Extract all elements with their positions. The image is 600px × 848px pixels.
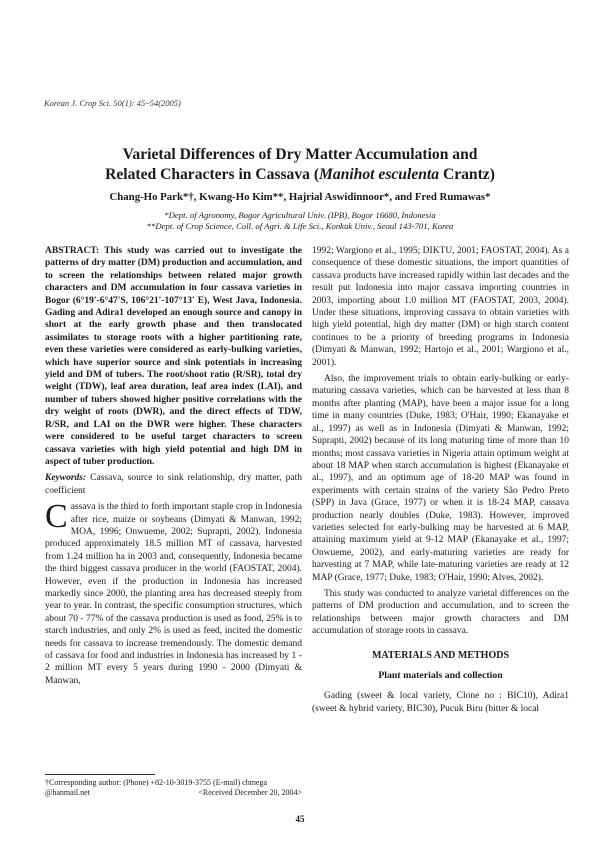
page-number: 45 (295, 814, 305, 824)
abstract (45, 245, 302, 468)
abstract-label: ABSTRACT: (45, 246, 100, 256)
right-column (312, 245, 569, 719)
keywords-text: Cassava, source to sink relationship, dry matter, path coefficient (45, 473, 303, 496)
footnote-rule (45, 774, 155, 775)
title-line-2-suffix: Crantz) (439, 166, 495, 183)
received-date: <Received December 20, 2004> (198, 788, 302, 797)
right-paragraph-4: Gading (sweet & local variety, Clone no : BIC10), Adira1 (sweet & hybrid variety, BIC30), Pucuk Biru (bitter & local (312, 691, 569, 714)
section-heading: MATERIALS AND METHODS (371, 649, 510, 661)
affiliation-1: *Dept. of Agronomy, Bogor Agricultural Univ. (IPB), Bogor 16680, Indonesia (164, 210, 436, 220)
footnote-email-domain: @hanmail.net (45, 788, 90, 797)
keywords-label: Keywords: (45, 473, 87, 484)
author-list: Chang-Ho Park*†, Kwang-Ho Kim**, Hajrial Aswidinnoor*, and Fred Rumawas* (109, 191, 491, 203)
affiliation-2: **Dept. of Crop Science, Coll. of Agri. & Life Sci., Konkuk Univ., Seoul 143-701, Korea (146, 221, 454, 231)
right-paragraph-1: 1992; Wargiono et al., 1995; DIKTU, 2001; FAOSTAT, 2004). As a consequence of these domestic situations, the import quantities of cassava products have increased rapidly within last decades and the result put Indonesia into major cassava importing countries in 2003, importing about 1.0 million MT (FAOSTAT, 2003, 2004). Under these situations, improving cassava to obtain varieties with high yield potential, high dry matter (DM) or high starch content continues to be a priority of breeding programs in Indonesia (Dimyati & Manwan, 1992; Hartojo et al., 2001; Wargiono et al., 2001). (312, 246, 569, 368)
intro-text: assava is the third to forth important staple crop in Indonesia after rice, maize or soybeans (Dimyati & Manwan, 1992; MOA, 1996; Onwueme, 2002; Suprapti, 2002). Indonesia produced approximately 18.5 million MT of cassava, harvested from 1.24 million ha in 2003 and, consequently, Indonesia became the third biggest cassava producer in the world (FAOSTAT, 2004). However, even if the production in Indonesia has increased markedly since 2000, the planting area has decreased steeply from year to year. In contrast, the specific consumption structures, which about 70 - 77% of the cassava production is used as food, 25% is to starch industries, and only 2% is used as feed, incited the domestic needs for cassava to increase tremendously. The domestic demand of cassava for food and industries in Indonesia has increased by 1 - 2 million MT every 5 years during 1990 - 2000 (Dimyati & Manwan, (45, 502, 302, 686)
subsection-heading: Plant materials and collection (378, 670, 503, 681)
species-name: Manihot esculenta (319, 166, 440, 183)
footnote-line-2 (45, 788, 302, 798)
left-column (45, 245, 302, 691)
affiliations (60, 210, 540, 232)
title-line-2-prefix: Related Characters in Cassava ( (105, 166, 320, 183)
title-line-1: Varietal Differences of Dry Matter Accumulation and (122, 146, 478, 163)
footnote-contact: †Corresponding author: (Phone) +82-10-3019-3755 (E-mail) chmega (45, 778, 268, 787)
title-line-2 (60, 165, 540, 185)
footnote (45, 778, 302, 798)
paper-title (60, 145, 540, 185)
right-paragraph-3: This study was conducted to analyze varietal differences on the patterns of DM production and accumulation, and to screen the relationships between major growth characters and DM accumulation of storage roots in cassava. (312, 588, 569, 637)
intro-paragraph (45, 498, 302, 687)
abstract-text: This study was carried out to investigate the patterns of dry matter (DM) production and accumulation, and to screen the relationships between related major growth characters and DM accumulation in four cassava varieties in Bogor (6°19'-6°47'S, 106°21'-107°13' E), West Java, Indonesia. Gading and Adira1 developed an enough source and canopy in short at the early growth phase and then translocated assimilates to storage roots with a higher partitioning rate, even these varieties were considered as early-bulking varieties, which have superior source and sink potentials in increasing yield and DM of tubers. The root/shoot ratio (R/SR), total dry weight (TDW), leaf area duration, leaf area index (LAI), and number of tubers showed higher positive correlations with the dry weight of roots (DWR), and the direct effects of TDW, R/SR, and LAI on the DWR were higher. These characters were considered to be useful target characters to screen cassava varieties with high yield potential and high DM in aspect of tuber production. (45, 246, 302, 467)
drop-cap: C (45, 498, 68, 536)
right-paragraph-2: Also, the improvement trials to obtain early-bulking or early-maturing cassava varieties, which can be harvested at less than 8 months after planting (MAP), have been a major issue for a long time in many countries (Duke, 1983; O'Hair, 1990; Ekanayake et al., 1997) as well as in Indonesia (Dimyati & Manwan, 1992; Suprapti, 2002) because of its long maturing time of more than 10 months; most cassava varieties in Nigeria attain optimum weight at about 18 MAP when starch accumulation is highest (Ekanayake et al., 1997), and an optimum age of 18-20 MAP was found in experiments with certain strains of the variety São Pedro Preto (SPP) in Java (Grace, 1977) or when it is 18-24 MAP, cassava production nearly doubles (Duke, 1983). However, improved varieties selected for early-bulking may be harvested at 6 MAP, attaining maximum yield at 9-12 MAP (Ekanayake et al., 1997; Onwueme, 2002), and early-maturing varieties are ready for harvesting at 7 MAP, while late-maturing varieties are ready at 12 MAP (Grace, 1977; Duke, 1983; O'Hair, 1990; Alves, 2002). (312, 374, 569, 583)
footnote-line-1 (45, 778, 302, 788)
keywords (45, 472, 302, 497)
journal-header: Korean J. Crop Sci. 50(1): 45~54(2005) (44, 98, 181, 108)
